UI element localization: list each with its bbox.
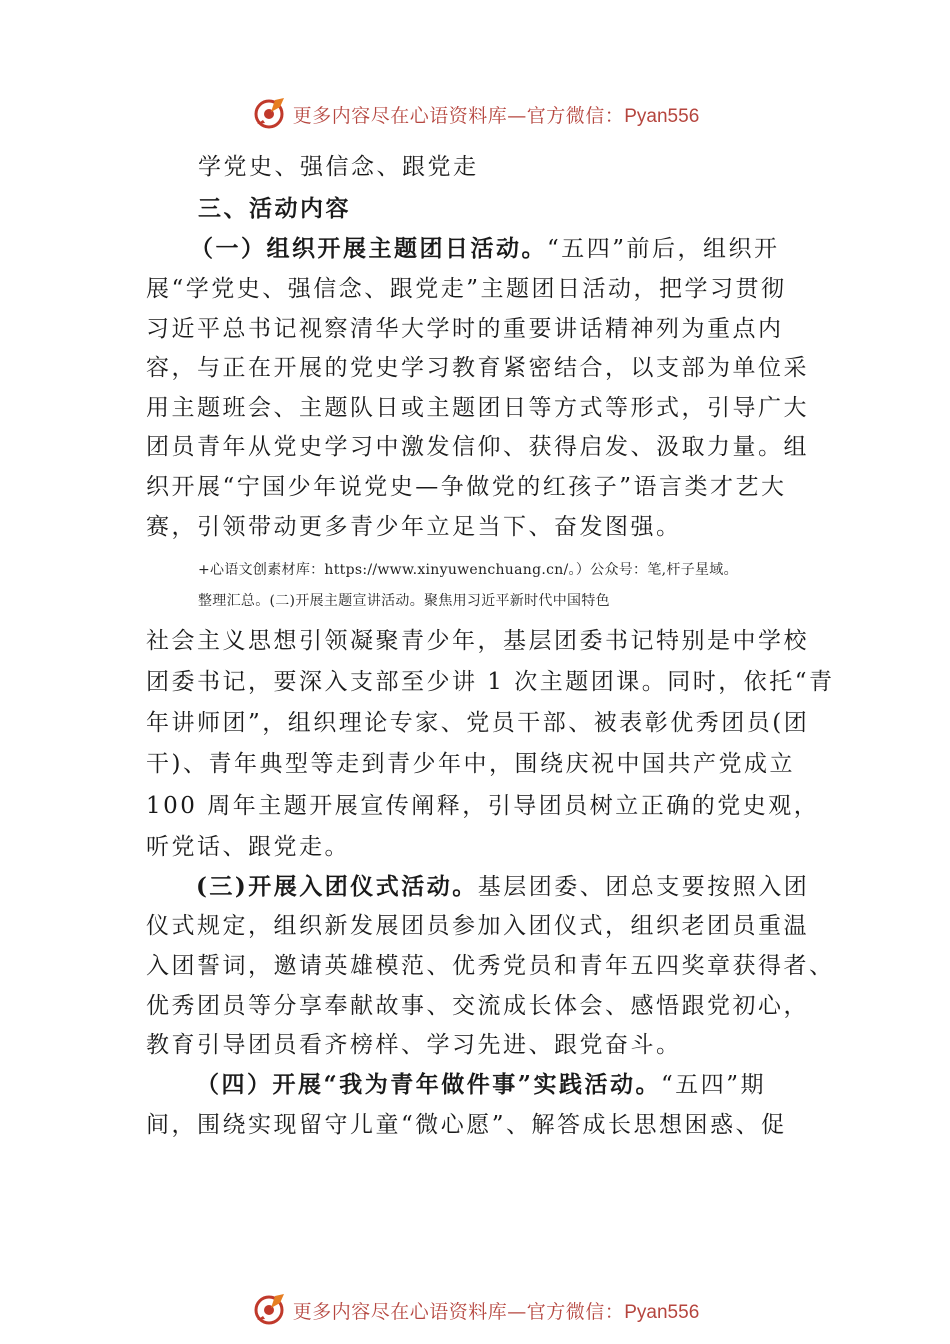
text-line: 仪式规定，组织新发展团员参加入团仪式，组织老团员重温 (146, 913, 809, 939)
text-line: 教育引导团员看齐榜样、学习先进、跟党奋斗。 (146, 1032, 682, 1058)
text-line: 年讲师团”，组织理论专家、党员干部、被表彰优秀团员(团 (146, 710, 810, 736)
header-banner (0, 94, 950, 134)
paragraph-1-first-line: （一）组织开展主题团日活动。“五四”前后，组织开 (190, 235, 780, 262)
text-line: 赛，引领带动更多青少年立足当下、奋发图强。 (146, 514, 682, 540)
text-line: 织开展“宁国少年说党史—争做党的红孩子”语言类才艺大 (146, 474, 787, 500)
paragraph-3-first-line: (三)开展入团仪式活动。基层团委、团总支要按照入团 (196, 873, 810, 900)
wechat-id: Pyan556 (624, 1301, 700, 1323)
text-line: 展“学党史、强信念、跟党走”主题团日活动，把学习贯彻 (146, 276, 787, 302)
pen-circle-logo-icon (251, 96, 287, 132)
text-line: 优秀团员等分享奉献故事、交流成长体会、感悟跟党初心， (146, 993, 809, 1019)
text-line: 习近平总书记视察清华大学时的重要讲话精神列为重点内 (146, 316, 784, 342)
banner-text: 更多内容尽在心语资料库—官方微信：Pyan556 (292, 1300, 700, 1323)
text-line: 入团誓词，邀请英雄模范、优秀党员和青年五四奖章获得者、 (146, 953, 835, 979)
text-line: 干)、青年典型等走到青少年中，围绕庆祝中国共产党成立 (146, 751, 795, 777)
section-heading: 三、活动内容 (198, 195, 351, 222)
text-line: 学党史、强信念、跟党走 (198, 154, 479, 180)
text-line: 容，与正在开展的党史学习教育紧密结合，以支部为单位采 (146, 355, 809, 381)
text-line: 团委书记，要深入支部至少讲 1 次主题团课。同时，依托“青 (146, 669, 835, 695)
footer-banner (0, 1290, 950, 1330)
paragraph-4-heading: （四）开展“我为青年做件事”实践活动。 (196, 1071, 661, 1098)
wechat-id: Pyan556 (624, 105, 700, 127)
source-note-continued: 整理汇总。(二)开展主题宣讲活动。聚焦用习近平新时代中国特色 (198, 593, 610, 609)
text-line: 间，围绕实现留守儿童“微心愿”、解答成长思想困惑、促 (146, 1112, 787, 1138)
banner-text: 更多内容尽在心语资料库—官方微信：Pyan556 (292, 104, 700, 127)
source-note: +心语文创素材库：https://www.xinyuwenchuang.cn/。）公众号：笔,杆子星域。 (198, 562, 738, 578)
text-line: 用主题班会、主题队日或主题团日等方式等形式，引导广大 (146, 395, 809, 421)
text-line: 100 周年主题开展宣传阐释，引导团员树立正确的党史观， (146, 793, 820, 819)
text-line: 听党话、跟党走。 (146, 834, 350, 860)
paragraph-3-heading: (三)开展入团仪式活动。 (196, 873, 478, 900)
paragraph-4-first-line: （四）开展“我为青年做件事”实践活动。“五四”期 (196, 1071, 766, 1098)
text-line: 社会主义思想引领凝聚青少年，基层团委书记特别是中学校 (146, 628, 809, 654)
text-line: 团员青年从党史学习中激发信仰、获得启发、汲取力量。组 (146, 434, 809, 460)
pen-circle-logo-icon (251, 1292, 287, 1328)
paragraph-1-heading: （一）组织开展主题团日活动。 (190, 235, 547, 262)
